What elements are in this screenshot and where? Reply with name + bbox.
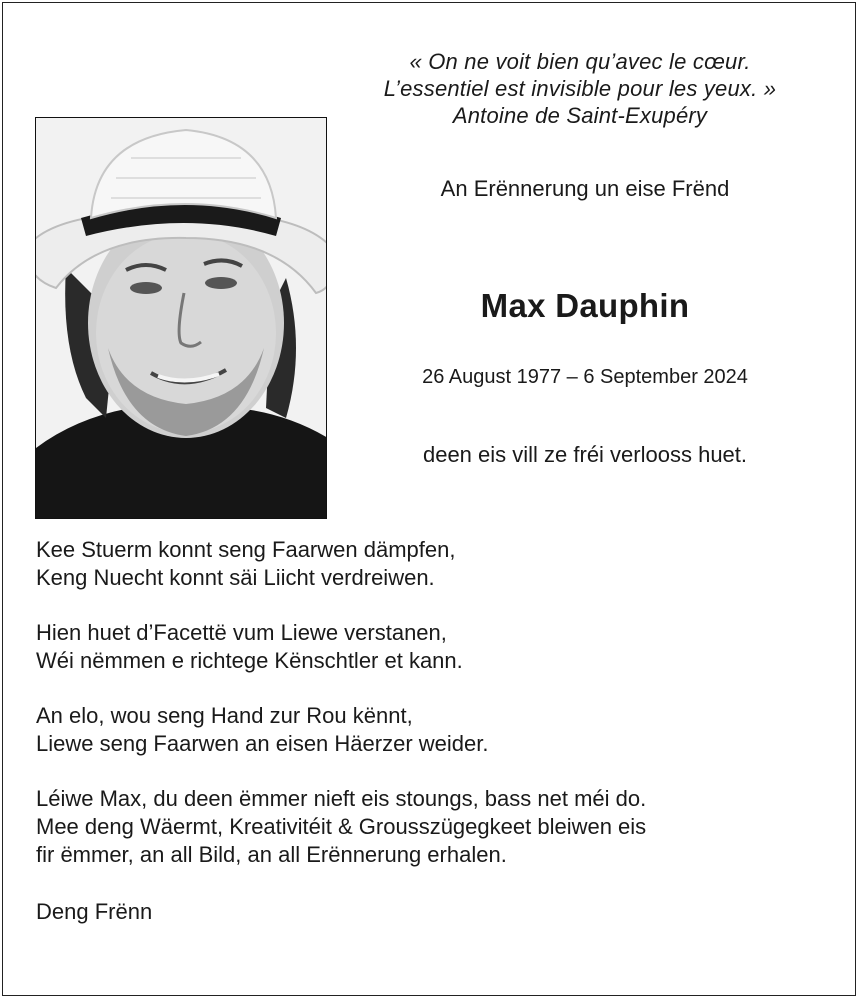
poem-line: Liewe seng Faarwen an eisen Häerzer weider.: [36, 731, 489, 756]
poem-line: Léiwe Max, du deen ëmmer nieft eis stoungs, bass net méi do.: [36, 786, 647, 811]
quote-block: [340, 48, 820, 129]
poem-line: Wéi nëmmen e richtege Kënschtler et kann.: [36, 648, 463, 673]
quote-line-1: « On ne voit bien qu’avec le cœur.: [409, 49, 751, 74]
memory-line: An Erënnerung un eise Frënd: [440, 176, 730, 201]
poem-line: Kee Stuerm konnt seng Faarwen dämpfen,: [36, 537, 456, 562]
poem-stanza: [36, 619, 836, 675]
poem-line: Keng Nuecht konnt säi Liicht verdreiwen.: [36, 565, 435, 590]
poem-stanza: [36, 702, 836, 758]
poem-stanza: [36, 536, 836, 592]
left-us-line: deen eis vill ze fréi verlooss huet.: [422, 442, 748, 467]
deceased-name: Max Dauphin: [480, 287, 690, 324]
quote-line-2: L’essentiel est invisible pour les yeux. »: [383, 76, 777, 101]
poem-line: Hien huet d’Facettë vum Liewe verstanen,: [36, 620, 447, 645]
poem: [36, 536, 836, 896]
life-dates: 26 August 1977 – 6 September 2024: [422, 366, 748, 388]
signature: Deng Frënn: [36, 899, 153, 924]
poem-line: Mee deng Wäermt, Kreativitéit & Grousszügegkeet bleiwen eis: [36, 814, 647, 839]
poem-line: An elo, wou seng Hand zur Rou kënnt,: [36, 703, 413, 728]
portrait-photo: [35, 117, 327, 519]
poem-line: fir ëmmer, an all Bild, an all Erënnerung erhalen.: [36, 842, 507, 867]
poem-stanza: [36, 785, 836, 869]
quote-author: Antoine de Saint-Exupéry: [452, 103, 708, 128]
portrait-illustration: [36, 118, 327, 519]
